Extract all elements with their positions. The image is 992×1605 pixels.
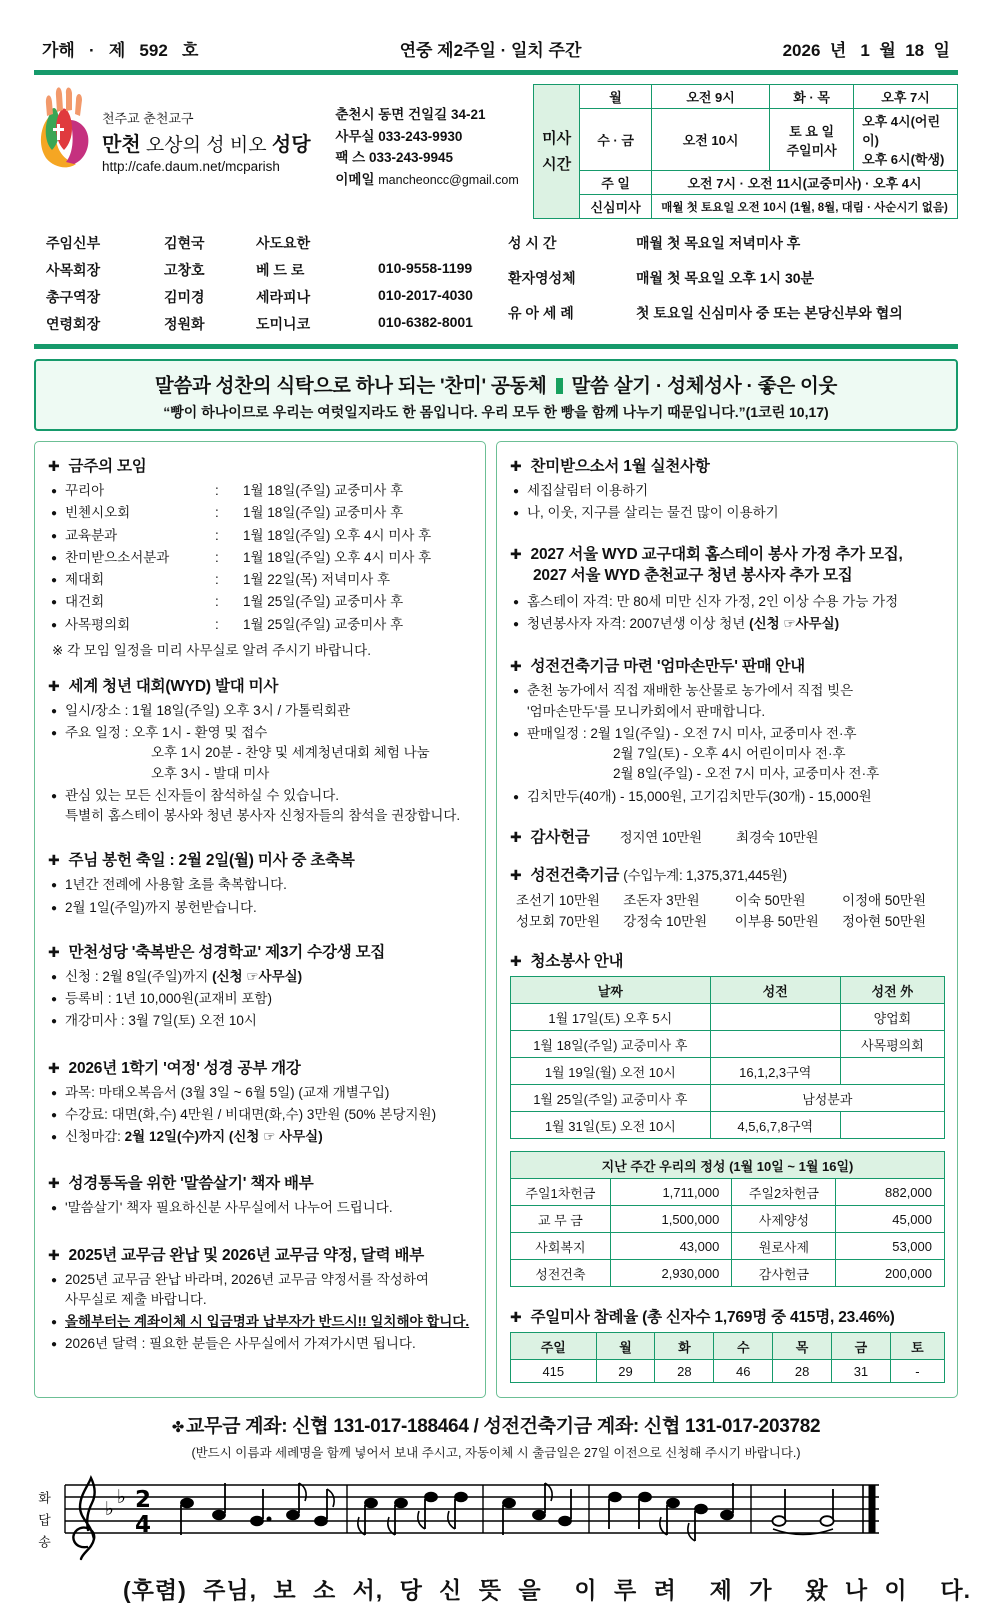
cross-icon: ✚ bbox=[48, 1175, 60, 1192]
treble-clef-icon bbox=[73, 1478, 94, 1559]
bullet-icon: ● bbox=[513, 791, 520, 803]
section-candlemas: ✚ 주님 봉헌 축일 : 2월 2일(월) 미사 중 초축복 ● 1년간 전례에 사용할 초를 축복합니다. ● 2월 1일(주일)까지 봉헌받습니다. bbox=[48, 848, 473, 918]
cell: 수 · 금 bbox=[580, 109, 652, 171]
list-item: ● 교육분과 : 1월 18일(주일) 오후 4시 미사 후 bbox=[48, 526, 473, 546]
list-item: ● 빈첸시오회 : 1월 18일(주일) 교중미사 후 bbox=[48, 503, 473, 523]
section-bible-school: ✚ 만천성당 '축복받은 성경학교' 제3기 수강생 모집 ● 신청 : 2월 8일(주일)까지 (신청 ☞사무실) ● 등록비 : 1년 10,000원(교재비 포함) ● 개강미사 : 3월 7일(토) 오전 10시 bbox=[48, 940, 473, 1032]
bullet-icon: ● bbox=[51, 619, 58, 631]
list-item: ● 나, 이웃, 지구를 살리는 물건 많이 이용하기 bbox=[510, 503, 945, 523]
bullet-icon: ● bbox=[513, 596, 520, 608]
bullet-icon: ● bbox=[51, 1109, 58, 1121]
list-item: ● 과목: 마태오복음서 (3월 3일 ~ 6월 5일) (교재 개별구입) bbox=[48, 1083, 473, 1103]
cross-icon: ✚ bbox=[510, 828, 522, 845]
bullet-icon: ● bbox=[51, 1274, 58, 1286]
table-row: 성전건축 2,930,000 감사헌금 200,000 bbox=[511, 1260, 945, 1287]
mass-row-wed-fri bbox=[534, 109, 958, 171]
section-building-fund: ✚ 성전건축기금 (수입누계: 1,375,371,445원) 조선기 10만원 조돈자 3만원 이숙 50만원 이정애 50만원 성모회 70만원 강정숙 10만원 이부용 50만원 정아현 50만원 bbox=[510, 863, 945, 933]
bank-accounts-line: ✤ 교무금 계좌: 신협 131-017-188464 / 성전건축기금 계좌: 신협 131-017-203782 bbox=[171, 1416, 821, 1438]
email-address: 이메일 mancheoncc@gmail.com bbox=[335, 171, 519, 187]
list-item: ● 찬미받으소서분과 : 1월 18일(주일) 오후 4시 미사 후 bbox=[48, 548, 473, 568]
bullet-icon: ● bbox=[51, 1132, 58, 1143]
bullet-icon: ● bbox=[513, 686, 520, 698]
section-dumpling-sale: ✚ 성전건축기금 마련 '엄마손만두' 판매 안내 ● 춘천 농가에서 직접 재배한 농산물로 농가에서 직접 빚은 '엄마손만두'를 모니카회에서 판매합니다. ● 판매일정 : 2월 1일(주일) - 오전 7시 미사, 교중미사 전·후 2월 7일(토) - 오후 4시 어린이미사 전·후 2월 8일(주일) - 오전 7시 미사, 교중미사 전·후 ● 김치만두(40개) - 15,000원, 고기김치만두(30개) - 15,000원 bbox=[510, 654, 945, 807]
accent-bar-icon bbox=[556, 378, 563, 394]
cross-icon: ✚ bbox=[510, 458, 522, 474]
cross-icon: ✚ bbox=[510, 658, 522, 675]
church-name-suffix: 성당 bbox=[271, 134, 311, 156]
flat-sign-icon: ♭ bbox=[117, 1486, 126, 1509]
masthead bbox=[34, 34, 958, 70]
list-item: ● 1년간 전례에 사용할 초를 축복합니다. bbox=[48, 875, 473, 895]
section-cleaning-service: ✚ 청소봉사 안내 날짜 성전 성전 外 1월 17일(토) 오후 5시 양업회 1월 18일(주일) 교중미사 후 사목평의회 1월 19일(월) 오전 10시 16,1,2,3구역 1월 25일(주일) 교중미사 후 남성분과 1월 31일(토) 오전 10시 4,5,6,7,8구역 bbox=[510, 949, 945, 1139]
bullet-icon: ● bbox=[51, 1203, 58, 1215]
fund-donor-list: 조선기 10만원 조돈자 3만원 이숙 50만원 이정애 50만원 성모회 70만원 강정숙 10만원 이부용 50만원 정아현 50만원 bbox=[516, 892, 927, 930]
cross-icon: ✚ bbox=[48, 1059, 60, 1076]
table-row: 사회복지 43,000 원로사제 53,000 bbox=[511, 1233, 945, 1260]
cross-icon: ✚ bbox=[48, 852, 60, 869]
bullet-icon: ● bbox=[51, 994, 58, 1005]
bullet-icon: ● bbox=[51, 575, 58, 586]
list-item: ● 청년봉사자 자격: 2007년생 이상 청년 (신청 ☞사무실) bbox=[510, 614, 945, 634]
list-item: ● 등록비 : 1년 10,000원(교재비 포함) bbox=[48, 989, 473, 1009]
list-item: ● 관심 있는 모든 신자들이 참석하실 수 있습니다. 특별히 홈스테이 봉사와 청년 봉사자 신청자들의 참석을 권장합니다. bbox=[48, 786, 473, 827]
list-item: ● 김치만두(40개) - 15,000원, 고기김치만두(30개) - 15,000원 bbox=[510, 787, 945, 807]
left-column bbox=[34, 441, 486, 1398]
list-item: ● 신청마감: 2월 12일(수)까지 (신청 ☞ 사무실) bbox=[48, 1127, 473, 1147]
list-item: ● 꾸리아 : 1월 18일(주일) 교중미사 후 bbox=[48, 481, 473, 501]
section-wyd-commissioning-mass: ✚ 세계 청년 대회(WYD) 발대 미사 ● 일시/장소 : 1월 18일(주일) 오후 3시 / 가톨릭회관 ● 주요 일정 : 오후 1시 - 환영 및 접수 오후 1시 20분 - 찬양 및 세계청년대회 체험 나눔 오후 3시 - 발대 미사 ● 관심 있는 모든 신자들이 참석하실 수 있습니다. 특별히 홈스테이 봉사와 청년 봉사자 신청자들의 참석을 권장합니다. bbox=[48, 674, 473, 827]
list-item: ● 2026년 달력 : 필요한 분들은 사무실에서 가져가시면 됩니다. bbox=[48, 1334, 473, 1354]
section-bible-study: ✚ 2026년 1학기 '여정' 성경 공부 개강 ● 과목: 마태오복음서 (3월 3일 ~ 6월 5일) (교재 개별구입) ● 수강료: 대면(화,수) 4만원 / 비대면(화,수) 3만원 (50% 본당지원) ● 신청마감: 2월 12일(수)까지 (신청 ☞ 사무실) bbox=[48, 1056, 473, 1148]
church-info-row bbox=[34, 84, 958, 219]
hymn-lyrics: (후렴) 주님, 보 소 서, 당 신 뜻 을 이 루 려 제 가 왔 나 이 다. bbox=[123, 1577, 972, 1604]
list-item: ● 춘천 농가에서 직접 재배한 농산물로 농가에서 직접 빚은 '엄마손만두'를 모니카회에서 판매합니다. bbox=[510, 681, 945, 722]
section-wyd-recruit: ✚ 2027 서울 WYD 교구대회 홈스테이 봉사 가정 추가 모집, 2027 서울 WYD 춘천교구 청년 봉사자 추가 모집 ● 홈스테이 자격: 만 80세 미만 신자 가정, 2인 이상 수용 가능 가정 ● 청년봉사자 자격: 2007년생 이상 청년 (신청 ☞사무실) bbox=[510, 544, 945, 635]
cross-icon: ✚ bbox=[48, 677, 60, 694]
meetings-note: ※ 각 모임 일정을 미리 사무실로 알려 주시기 바랍니다. bbox=[52, 642, 371, 658]
section-laudato-si: ✚ 찬미받으소서 1월 실천사항 ● 세집살림터 이용하기 ● 나, 이웃, 지구를 살리는 물건 많이 이용하기 bbox=[510, 454, 945, 524]
staff-list: 주임신부 김현국 사도요한 사목회장 고창호 베 드 로 010-9558-1199 총구역장 김미경 세라피나 010-2017-4030 연령회장 정원화 도미니코 010-6382-8001 bbox=[46, 235, 473, 332]
church-website-link[interactable]: http://cafe.daum.net/mcparish bbox=[102, 159, 280, 174]
section-booklet: ✚ 성경통독을 위한 '말씀살기' 책자 배부 ● '말씀살기' 책자 필요하신분 사무실에서 나누어 드립니다. bbox=[48, 1171, 473, 1218]
list-item: ● 일시/장소 : 1월 18일(주일) 오후 3시 / 가톨릭회관 bbox=[48, 701, 473, 721]
mass-row-devotion bbox=[534, 195, 958, 219]
cross-icon: ✚ bbox=[48, 943, 60, 960]
cell: 오전 10시 bbox=[652, 109, 770, 171]
motto-banner bbox=[34, 359, 958, 431]
table-row: 415 29 28 46 28 31 - bbox=[511, 1360, 945, 1383]
hymn-label: 화답송 bbox=[36, 1491, 51, 1558]
attendance-table bbox=[510, 1332, 945, 1383]
cell: 화 · 목 bbox=[770, 85, 854, 109]
bullet-icon: ● bbox=[51, 1339, 58, 1351]
cross-icon: ✚ bbox=[48, 1246, 60, 1263]
cell: 오전 9시 bbox=[652, 85, 770, 109]
list-item: ● 신청 : 2월 8일(주일)까지 (신청 ☞사무실) bbox=[48, 967, 473, 987]
cell: 월 bbox=[580, 85, 652, 109]
table-row: 1월 17일(토) 오후 5시 양업회 bbox=[511, 1004, 945, 1031]
right-column bbox=[496, 441, 958, 1398]
list-item: ● 주요 일정 : 오후 1시 - 환영 및 접수 오후 1시 20분 - 찬양 및 세계청년대회 체험 나눔 오후 3시 - 발대 미사 bbox=[48, 723, 473, 784]
bullet-icon: ● bbox=[51, 552, 58, 564]
content-columns bbox=[34, 441, 958, 1398]
list-item: ● 세집살림터 이용하기 bbox=[510, 481, 945, 501]
time-signature-bottom: 4 bbox=[135, 1512, 152, 1539]
cell: 오전 7시 · 오전 11시(교중미사) · 오후 4시 bbox=[652, 171, 958, 195]
cell: 토 요 일 주일미사 bbox=[770, 109, 854, 171]
table-row: 1월 31일(토) 오전 10시 4,5,6,7,8구역 bbox=[511, 1112, 945, 1139]
section-thanksgiving-offering: ✚ 감사헌금 정지연 10만원 최경숙 10만원 bbox=[510, 828, 819, 846]
cross-icon: ✚ bbox=[510, 1309, 522, 1326]
church-name bbox=[102, 128, 327, 157]
church-name-mid: 오상의 성 비오 bbox=[145, 135, 267, 156]
church-name-prefix: 만천 bbox=[102, 134, 141, 156]
cell: 매월 첫 토요일 오전 10시 (1월, 8월, 대림 · 사순시기 없음) bbox=[652, 195, 958, 219]
list-item: ● '말씀살기' 책자 필요하신분 사무실에서 나누어 드립니다. bbox=[48, 1198, 473, 1218]
divider-rule bbox=[34, 70, 958, 75]
mass-row-monday bbox=[534, 85, 958, 109]
flower-icon: ✤ bbox=[171, 1419, 184, 1437]
cross-icon: ✚ bbox=[510, 953, 522, 970]
staff-sacraments-row bbox=[34, 233, 958, 334]
bullet-icon: ● bbox=[51, 1016, 58, 1028]
bullet-icon: ● bbox=[513, 486, 520, 497]
bank-accounts-note: (반드시 이름과 세례명을 함께 넣어서 보내 주시고, 자동이체 시 출금일은 27일 이전으로 신청해 주시기 바랍니다.) bbox=[191, 1446, 801, 1461]
cross-icon: ✚ bbox=[48, 458, 60, 474]
cross-icon: ✚ bbox=[510, 866, 522, 883]
sacrament-schedule: 성 시 간 매월 첫 목요일 저녁미사 후 환자영성체 매월 첫 목요일 오후 1시 30분 유 아 세 례 첫 토요일 신심미사 중 또는 본당신부와 협의 bbox=[508, 235, 903, 321]
list-item: ● 사목평의회 : 1월 25일(주일) 교중미사 후 bbox=[48, 615, 473, 635]
masthead-title: 연중 제2주일 · 일치 주간 bbox=[399, 41, 582, 60]
list-item: ● 홈스테이 자격: 만 80세 미만 신자 가정, 2인 이상 수용 가능 가정 bbox=[510, 592, 945, 612]
music-staff bbox=[57, 1469, 905, 1567]
table-row: 1월 19일(월) 오전 10시 16,1,2,3구역 bbox=[511, 1058, 945, 1085]
table-header-row: 주일 월 화 수 목 금 토 bbox=[511, 1333, 945, 1360]
mass-times-header: 미사 시간 bbox=[534, 85, 580, 219]
bullet-icon: ● bbox=[51, 530, 58, 542]
section-attendance: ✚ 주일미사 참례율 (총 신자수 1,769명 중 415명, 23.46%) 주일 월 화 수 목 금 토 415 29 28 46 28 31 - bbox=[510, 1305, 945, 1383]
cross-icon: ✚ bbox=[510, 545, 522, 562]
bullet-icon: ● bbox=[513, 619, 520, 631]
mass-times-table bbox=[533, 84, 958, 219]
list-item: ● 2월 1일(주일)까지 봉헌받습니다. bbox=[48, 898, 473, 918]
bullet-icon: ● bbox=[51, 728, 58, 739]
fax-number: 팩 스 033-243-9945 bbox=[335, 150, 454, 166]
cell: 오후 4시(어린이) 오후 6시(학생) bbox=[854, 109, 958, 171]
banner-title: 말씀과 성찬의 식탁으로 하나 되는 '찬미' 공동체 말씀 살기 · 성체성사 · 좋은 이웃 bbox=[154, 375, 838, 397]
bullet-icon: ● bbox=[513, 508, 520, 520]
bullet-icon: ● bbox=[51, 1087, 58, 1099]
divider-rule bbox=[34, 344, 958, 349]
list-item: ● 개강미사 : 3월 7일(토) 오전 10시 bbox=[48, 1011, 473, 1031]
masthead-date: 2026 년 1 월 18 일 bbox=[782, 41, 950, 60]
weekly-offering-table bbox=[510, 1151, 945, 1287]
office-phone: 사무실 033-243-9930 bbox=[335, 128, 463, 144]
table-row: 교 무 금 1,500,000 사제양성 45,000 bbox=[511, 1206, 945, 1233]
time-signature-top: 2 bbox=[135, 1487, 152, 1514]
bullet-icon: ● bbox=[51, 902, 58, 914]
church-contact-block bbox=[335, 84, 533, 190]
list-item: ● 대건회 : 1월 25일(주일) 교중미사 후 bbox=[48, 592, 473, 612]
section-weekly-meetings: ✚ 금주의 모임 ● 꾸리아 : 1월 18일(주일) 교중미사 후 ● 빈첸시오회 : 1월 18일(주일) 교중미사 후 ● 교육분과 : 1월 18일(주일) 오후 4시 미사 후 ● 찬미받으소서분과 : 1월 18일(주일) 오후 4시 미사 후 ● 제대회 : 1월 22일(목) 저녁미사 후 ● 대건회 : 1월 25일(주일) 교중미사 후 ● 사목평의회 : 1월 25일(주일) 교중미사 후 ※ 각 모임 일정을 미리 사무실로 알려 주시기 바랍니다. bbox=[48, 454, 473, 659]
bullet-icon: ● bbox=[51, 790, 58, 802]
bullet-icon: ● bbox=[51, 486, 58, 497]
cleaning-table bbox=[510, 976, 945, 1139]
bullet-icon: ● bbox=[51, 705, 58, 717]
list-item: ● 수강료: 대면(화,수) 4만원 / 비대면(화,수) 3만원 (50% 본당지원) bbox=[48, 1105, 473, 1125]
bullet-icon: ● bbox=[51, 597, 58, 609]
flat-sign-icon: ♭ bbox=[105, 1498, 114, 1521]
table-row: 1월 25일(주일) 교중미사 후 남성분과 bbox=[511, 1085, 945, 1112]
section-church-dues: ✚ 2025년 교무금 완납 및 2026년 교무금 약정, 달력 배부 ● 2025년 교무금 완납 바라며, 2026년 교무금 약정서를 작성하여 사무실로 제출 바랍니다. ● 올해부터는 계좌이체 시 입금명과 납부자가 반드시!! 일치해야 합니다. ● 2026년 달력 : 필요한 분들은 사무실에서 가져가시면 됩니다. bbox=[48, 1243, 473, 1355]
bullet-icon: ● bbox=[513, 728, 520, 740]
church-diocese: 천주교 춘천교구 bbox=[102, 111, 194, 126]
cell: 주 일 bbox=[580, 171, 652, 195]
church-address: 춘천시 동면 건일길 34-21 bbox=[335, 107, 486, 122]
list-item: ● 제대회 : 1월 22일(목) 저녁미사 후 bbox=[48, 570, 473, 590]
table-header-row: 지난 주간 우리의 정성 (1월 10일 ~ 1월 16일) bbox=[511, 1152, 945, 1179]
church-logo-icon bbox=[34, 84, 94, 172]
responsorial-psalm bbox=[34, 1469, 972, 1605]
mass-row-sunday bbox=[534, 171, 958, 195]
church-name-block bbox=[102, 84, 327, 174]
bullet-icon: ● bbox=[51, 971, 58, 983]
note-icon: ※ bbox=[52, 642, 64, 658]
list-item: ● 2025년 교무금 완납 바라며, 2026년 교무금 약정서를 작성하여 사무실로 제출 바랍니다. bbox=[48, 1270, 473, 1311]
bullet-icon: ● bbox=[51, 508, 58, 520]
cell: 신심미사 bbox=[580, 195, 652, 219]
bullet-icon: ● bbox=[51, 1317, 58, 1328]
table-header-row: 날짜 성전 성전 外 bbox=[511, 977, 945, 1004]
table-row: 1월 18일(주일) 교중미사 후 사목평의회 bbox=[511, 1031, 945, 1058]
hymn-body bbox=[57, 1469, 971, 1605]
table-row: 주일1차헌금 1,711,000 주일2차헌금 882,000 bbox=[511, 1179, 945, 1206]
banner-quote: “빵이 하나이므로 우리는 여럿일지라도 한 몸입니다. 우리 모두 한 빵을 함께 나누기 때문입니다.”(1코린 10,17) bbox=[163, 404, 829, 420]
bullet-icon: ● bbox=[51, 880, 58, 892]
cell: 오후 7시 bbox=[854, 85, 958, 109]
list-item: ● 판매일정 : 2월 1일(주일) - 오전 7시 미사, 교중미사 전·후 2월 7일(토) - 오후 4시 어린이미사 전·후 2월 8일(주일) - 오전 7시 미사, 교중미사 전·후 bbox=[510, 724, 945, 785]
list-item: ● 올해부터는 계좌이체 시 입금명과 납부자가 반드시!! 일치해야 합니다. bbox=[48, 1312, 473, 1332]
masthead-edition: 가해 · 제 592 호 bbox=[42, 41, 199, 60]
